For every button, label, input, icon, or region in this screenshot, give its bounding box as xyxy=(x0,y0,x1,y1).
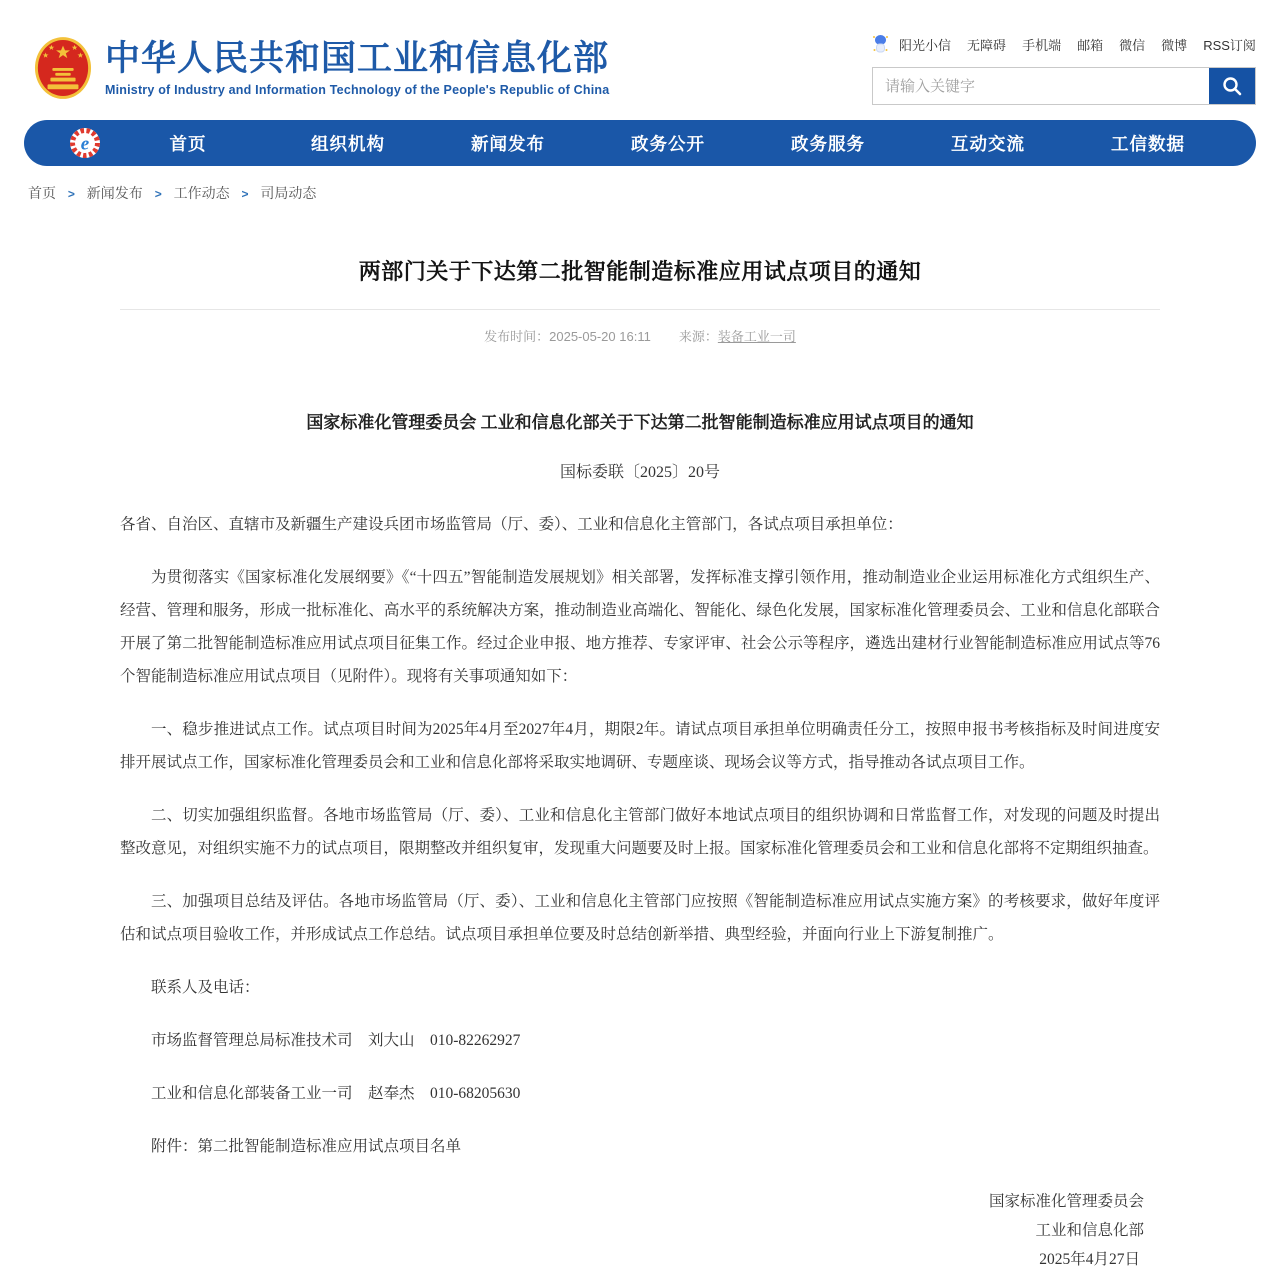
contacts-label: 联系人及电话： xyxy=(151,979,260,996)
quick-link-weibo[interactable]: 微博 xyxy=(1161,37,1188,53)
nav-item-home[interactable]: 首页 xyxy=(169,133,207,154)
nav-item-miit-data[interactable]: 工信数据 xyxy=(1111,133,1185,154)
body-paragraph: 一、稳步推进试点工作。试点项目时间为2025年4月至2027年4月，期限2年。请试点项目承担单位明确责任分工，按照申报书考核指标及时间进度安排开展试点工作，国家标准化管理委员会和工业和信息化部将采取实地调研、专题座谈、现场会议等方式，指导推动各试点项目工作。 xyxy=(120,721,1160,771)
title-divider xyxy=(120,309,1160,310)
signature-org-miit: 工业和信息化部 xyxy=(1035,1222,1144,1239)
search-input[interactable] xyxy=(873,68,1209,104)
quick-link-rss[interactable]: RSS订阅 xyxy=(1203,37,1256,53)
body-paragraph: 为贯彻落实《国家标准化发展纲要》《“十四五”智能制造发展规划》相关部署，发挥标准支撑引领作用，推动制造业企业运用标准化方式组织生产、经营、管理和服务，形成一批标准化、高水平的系统解决方案，推动制造业高端化、智能化、绿色化发展，国家标准化管理委员会、工业和信息化部联合开展了第二批智能制造标准应用试点项目征集工作。经过企业申报、地方推荐、专家评审、社会公示等程序，遴选出建材行业智能制造标准应用试点等76个智能制造标准应用试点项目（见附件）。现将有关事项通知如下： xyxy=(120,569,1160,685)
miit-gear-logo-icon xyxy=(68,126,102,160)
article-meta xyxy=(120,326,1160,345)
breadcrumb-separator: > xyxy=(154,187,162,201)
quick-links xyxy=(872,32,1256,56)
site-subtitle: Ministry of Industry and Information Technology of the People's Republic of China xyxy=(105,83,610,98)
quick-link-sunshine-mascot[interactable]: 阳光小信 xyxy=(899,37,952,53)
salutation-paragraph: 各省、自治区、直辖市及新疆生产建设兵团市场监管局（厅、委）、工业和信息化主管部门，各试点项目承担单位： xyxy=(120,516,903,533)
breadcrumb-work-updates[interactable]: 工作动态 xyxy=(173,185,230,201)
breadcrumb-separator: > xyxy=(67,187,75,201)
doc-heading: 国家标准化管理委员会 工业和信息化部关于下达第二批智能制造标准应用试点项目的通知 xyxy=(306,413,974,432)
site-header xyxy=(24,0,1256,105)
body-paragraph: 二、切实加强组织监督。各地市场监管局（厅、委）、工业和信息化主管部门做好本地试点项目的组织协调和日常监督工作，对发现的问题及时提出整改意见，对组织实施不力的试点项目，限期整改并组织复审，发现重大问题要及时上报。国家标准化管理委员会和工业和信息化部将不定期组织抽查。 xyxy=(120,807,1160,857)
breadcrumb-news[interactable]: 新闻发布 xyxy=(86,185,143,201)
brand-text xyxy=(105,39,609,97)
brand xyxy=(34,36,609,100)
breadcrumb-home[interactable]: 首页 xyxy=(28,185,56,201)
doc-number: 国标委联〔2025〕20号 xyxy=(559,464,720,481)
publish-time: 发布时间：2025-05-20 16:11 xyxy=(484,329,651,344)
header-right xyxy=(872,32,1256,105)
contact-line: 市场监督管理总局标准技术司 刘大山 010-82262927 xyxy=(151,1032,521,1049)
search-icon xyxy=(1222,76,1242,96)
national-emblem-icon xyxy=(34,36,92,100)
breadcrumb xyxy=(28,183,1256,203)
nav-item-gov-services[interactable]: 政务服务 xyxy=(791,133,865,154)
signature-org-sac: 国家标准化管理委员会 xyxy=(988,1193,1144,1210)
mascot-robot-icon xyxy=(872,34,889,54)
breadcrumb-bureau-updates[interactable]: 司局动态 xyxy=(260,185,317,201)
svg-text:e: e xyxy=(80,133,90,155)
contact-line: 工业和信息化部装备工业一司 赵奉杰 010-68205630 xyxy=(151,1085,521,1102)
nav-item-interaction[interactable]: 互动交流 xyxy=(951,133,1025,154)
nav-item-organization[interactable]: 组织机构 xyxy=(311,133,385,154)
quick-link-mobile[interactable]: 手机端 xyxy=(1022,37,1062,53)
quick-link-mail[interactable]: 邮箱 xyxy=(1077,37,1104,53)
nav-item-gov-disclosure[interactable]: 政务公开 xyxy=(631,133,705,154)
source-label: 来源： xyxy=(678,329,718,344)
page-container xyxy=(24,0,1256,1274)
breadcrumb-separator: > xyxy=(241,187,249,201)
nav-item-news[interactable]: 新闻发布 xyxy=(471,133,545,154)
signature-date: 2025年4月27日 xyxy=(1039,1251,1140,1268)
search-button[interactable] xyxy=(1209,68,1255,104)
article xyxy=(120,255,1160,1274)
body-paragraph: 三、加强项目总结及评估。各地市场监管局（厅、委）、工业和信息化主管部门应按照《智能制造标准应用试点实施方案》的考核要求，做好年度评估和试点项目验收工作，并形成试点工作总结。试点项目承担单位要及时总结创新举措、典型经验，并面向行业上下游复制推广。 xyxy=(120,893,1160,943)
article-title: 两部门关于下达第二批智能制造标准应用试点项目的通知 xyxy=(358,259,922,284)
article-source-link[interactable]: 装备工业一司 xyxy=(717,329,796,344)
main-nav xyxy=(24,120,1256,166)
quick-link-accessibility[interactable]: 无障碍 xyxy=(967,37,1007,53)
site-title: 中华人民共和国工业和信息化部 xyxy=(105,38,610,78)
search-box xyxy=(872,67,1256,105)
signature-block xyxy=(120,1187,1160,1274)
quick-link-wechat[interactable]: 微信 xyxy=(1119,37,1146,53)
attachment-line: 附件：第二批智能制造标准应用试点项目名单 xyxy=(151,1138,462,1155)
